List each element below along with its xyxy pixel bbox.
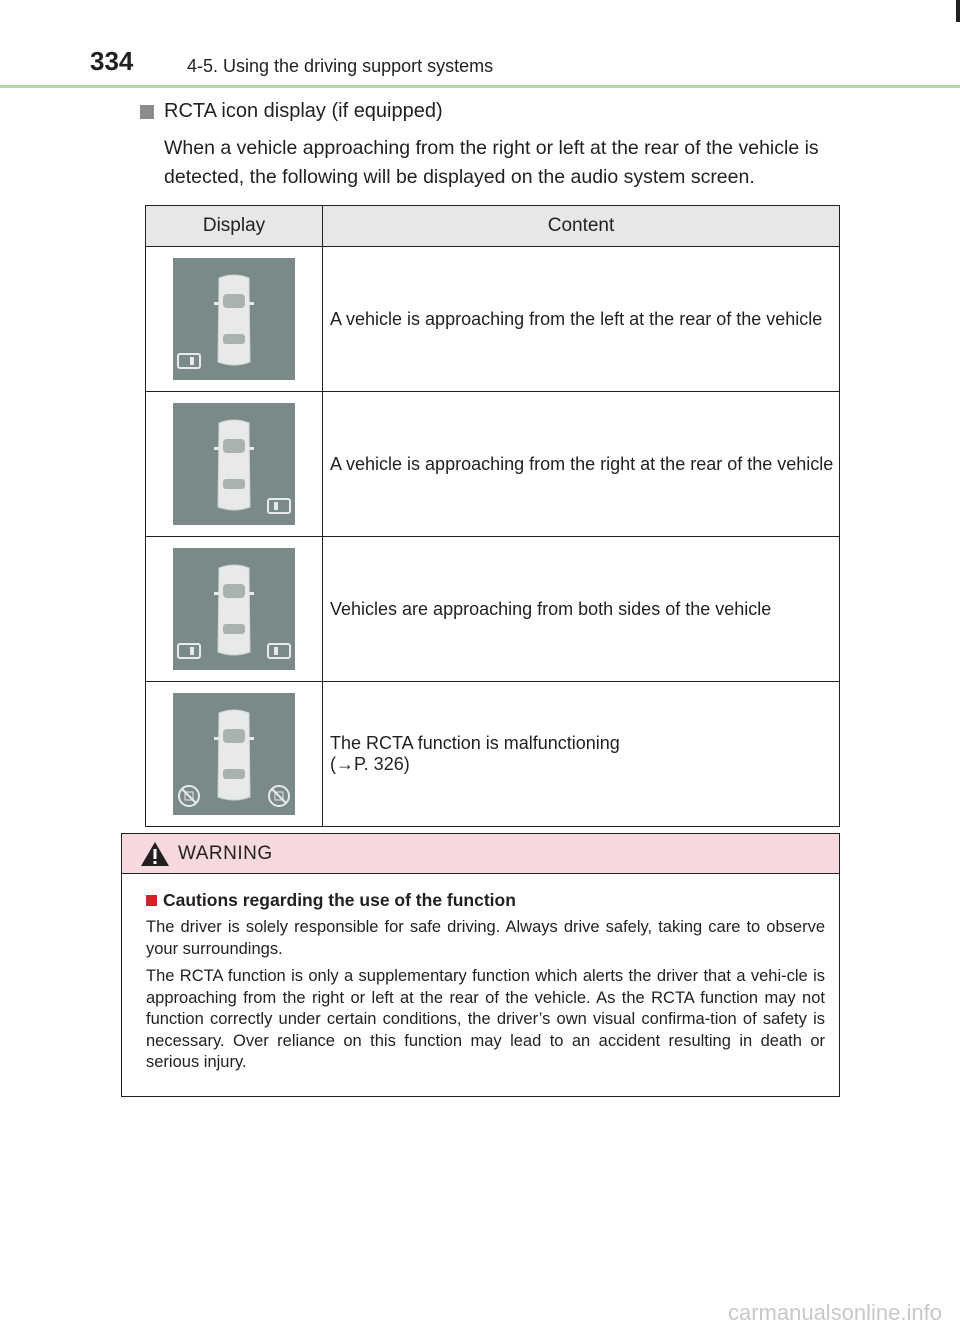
display-cell xyxy=(146,682,323,827)
warning-label: WARNING xyxy=(178,842,273,864)
subhead-text: RCTA icon display (if equipped) xyxy=(164,100,443,122)
display-cell xyxy=(146,392,323,537)
warning-subhead-text: Cautions regarding the use of the function xyxy=(163,890,516,910)
header-content: Content xyxy=(323,206,840,247)
rcta-both-icon xyxy=(173,548,295,670)
display-cell xyxy=(146,247,323,392)
warning-triangle-icon xyxy=(140,841,170,867)
red-square-bullet-icon xyxy=(146,895,157,906)
page-reference: (→P. 326) xyxy=(330,754,410,774)
content-cell: Vehicles are approaching from both sides of the vehicle xyxy=(323,537,840,682)
rcta-malfunction-icon xyxy=(173,693,295,815)
display-cell xyxy=(146,537,323,682)
table-row xyxy=(146,247,840,392)
warning-header xyxy=(122,834,839,874)
watermark: carmanualsonline.info xyxy=(727,1300,942,1325)
intro-paragraph: When a vehicle approaching from the right or left at the rear of the vehicle is detected, the following will be displayed on the audio system screen. xyxy=(164,137,819,188)
content-cell: A vehicle is approaching from the right at the rear of the vehicle xyxy=(323,392,840,537)
rcta-subhead xyxy=(140,100,443,123)
left-alert-indicator xyxy=(178,354,200,368)
rcta-table xyxy=(145,205,840,827)
square-bullet-icon xyxy=(140,105,154,119)
warning-paragraph: The RCTA function is only a supplementary function which alerts the driver that a vehi-cle is approaching from the right or left at the rear of the vehicle. As the RCTA function may not function correctly under certain conditions, the driver’s own visual confirma-tion of safety is necessary. Over reliance on this function may lead to an accident resulting in death or serious injury. xyxy=(146,967,825,1071)
table-row xyxy=(146,392,840,537)
table-row xyxy=(146,537,840,682)
warning-body xyxy=(122,874,839,1074)
content-cell xyxy=(323,682,840,827)
section-title: 4-5. Using the driving support systems xyxy=(187,56,494,76)
rcta-left-icon xyxy=(173,258,295,380)
car-top-icon xyxy=(214,420,254,510)
right-alert-indicator xyxy=(268,499,290,513)
right-alert-indicator xyxy=(268,644,290,658)
rcta-right-icon xyxy=(173,403,295,525)
header-display: Display xyxy=(146,206,323,247)
car-top-icon xyxy=(214,565,254,655)
warning-subhead xyxy=(146,890,825,911)
page-header xyxy=(0,0,960,88)
left-malfunction-indicator xyxy=(179,786,199,806)
warning-paragraph: The driver is solely responsible for safe driving. Always drive safely, taking care to observe your surroundings. xyxy=(146,918,825,958)
car-top-icon xyxy=(214,275,254,365)
content-cell: A vehicle is approaching from the left at the rear of the vehicle xyxy=(323,247,840,392)
side-tab-marker xyxy=(956,0,960,22)
content-text: The RCTA function is malfunctioning xyxy=(330,733,620,753)
left-alert-indicator xyxy=(178,644,200,658)
table-row xyxy=(146,682,840,827)
table-header-row xyxy=(146,206,840,247)
page-number: 334 xyxy=(90,46,134,76)
right-malfunction-indicator xyxy=(269,786,289,806)
warning-box xyxy=(121,833,840,1097)
header-rule xyxy=(0,85,960,88)
car-top-icon xyxy=(214,710,254,800)
